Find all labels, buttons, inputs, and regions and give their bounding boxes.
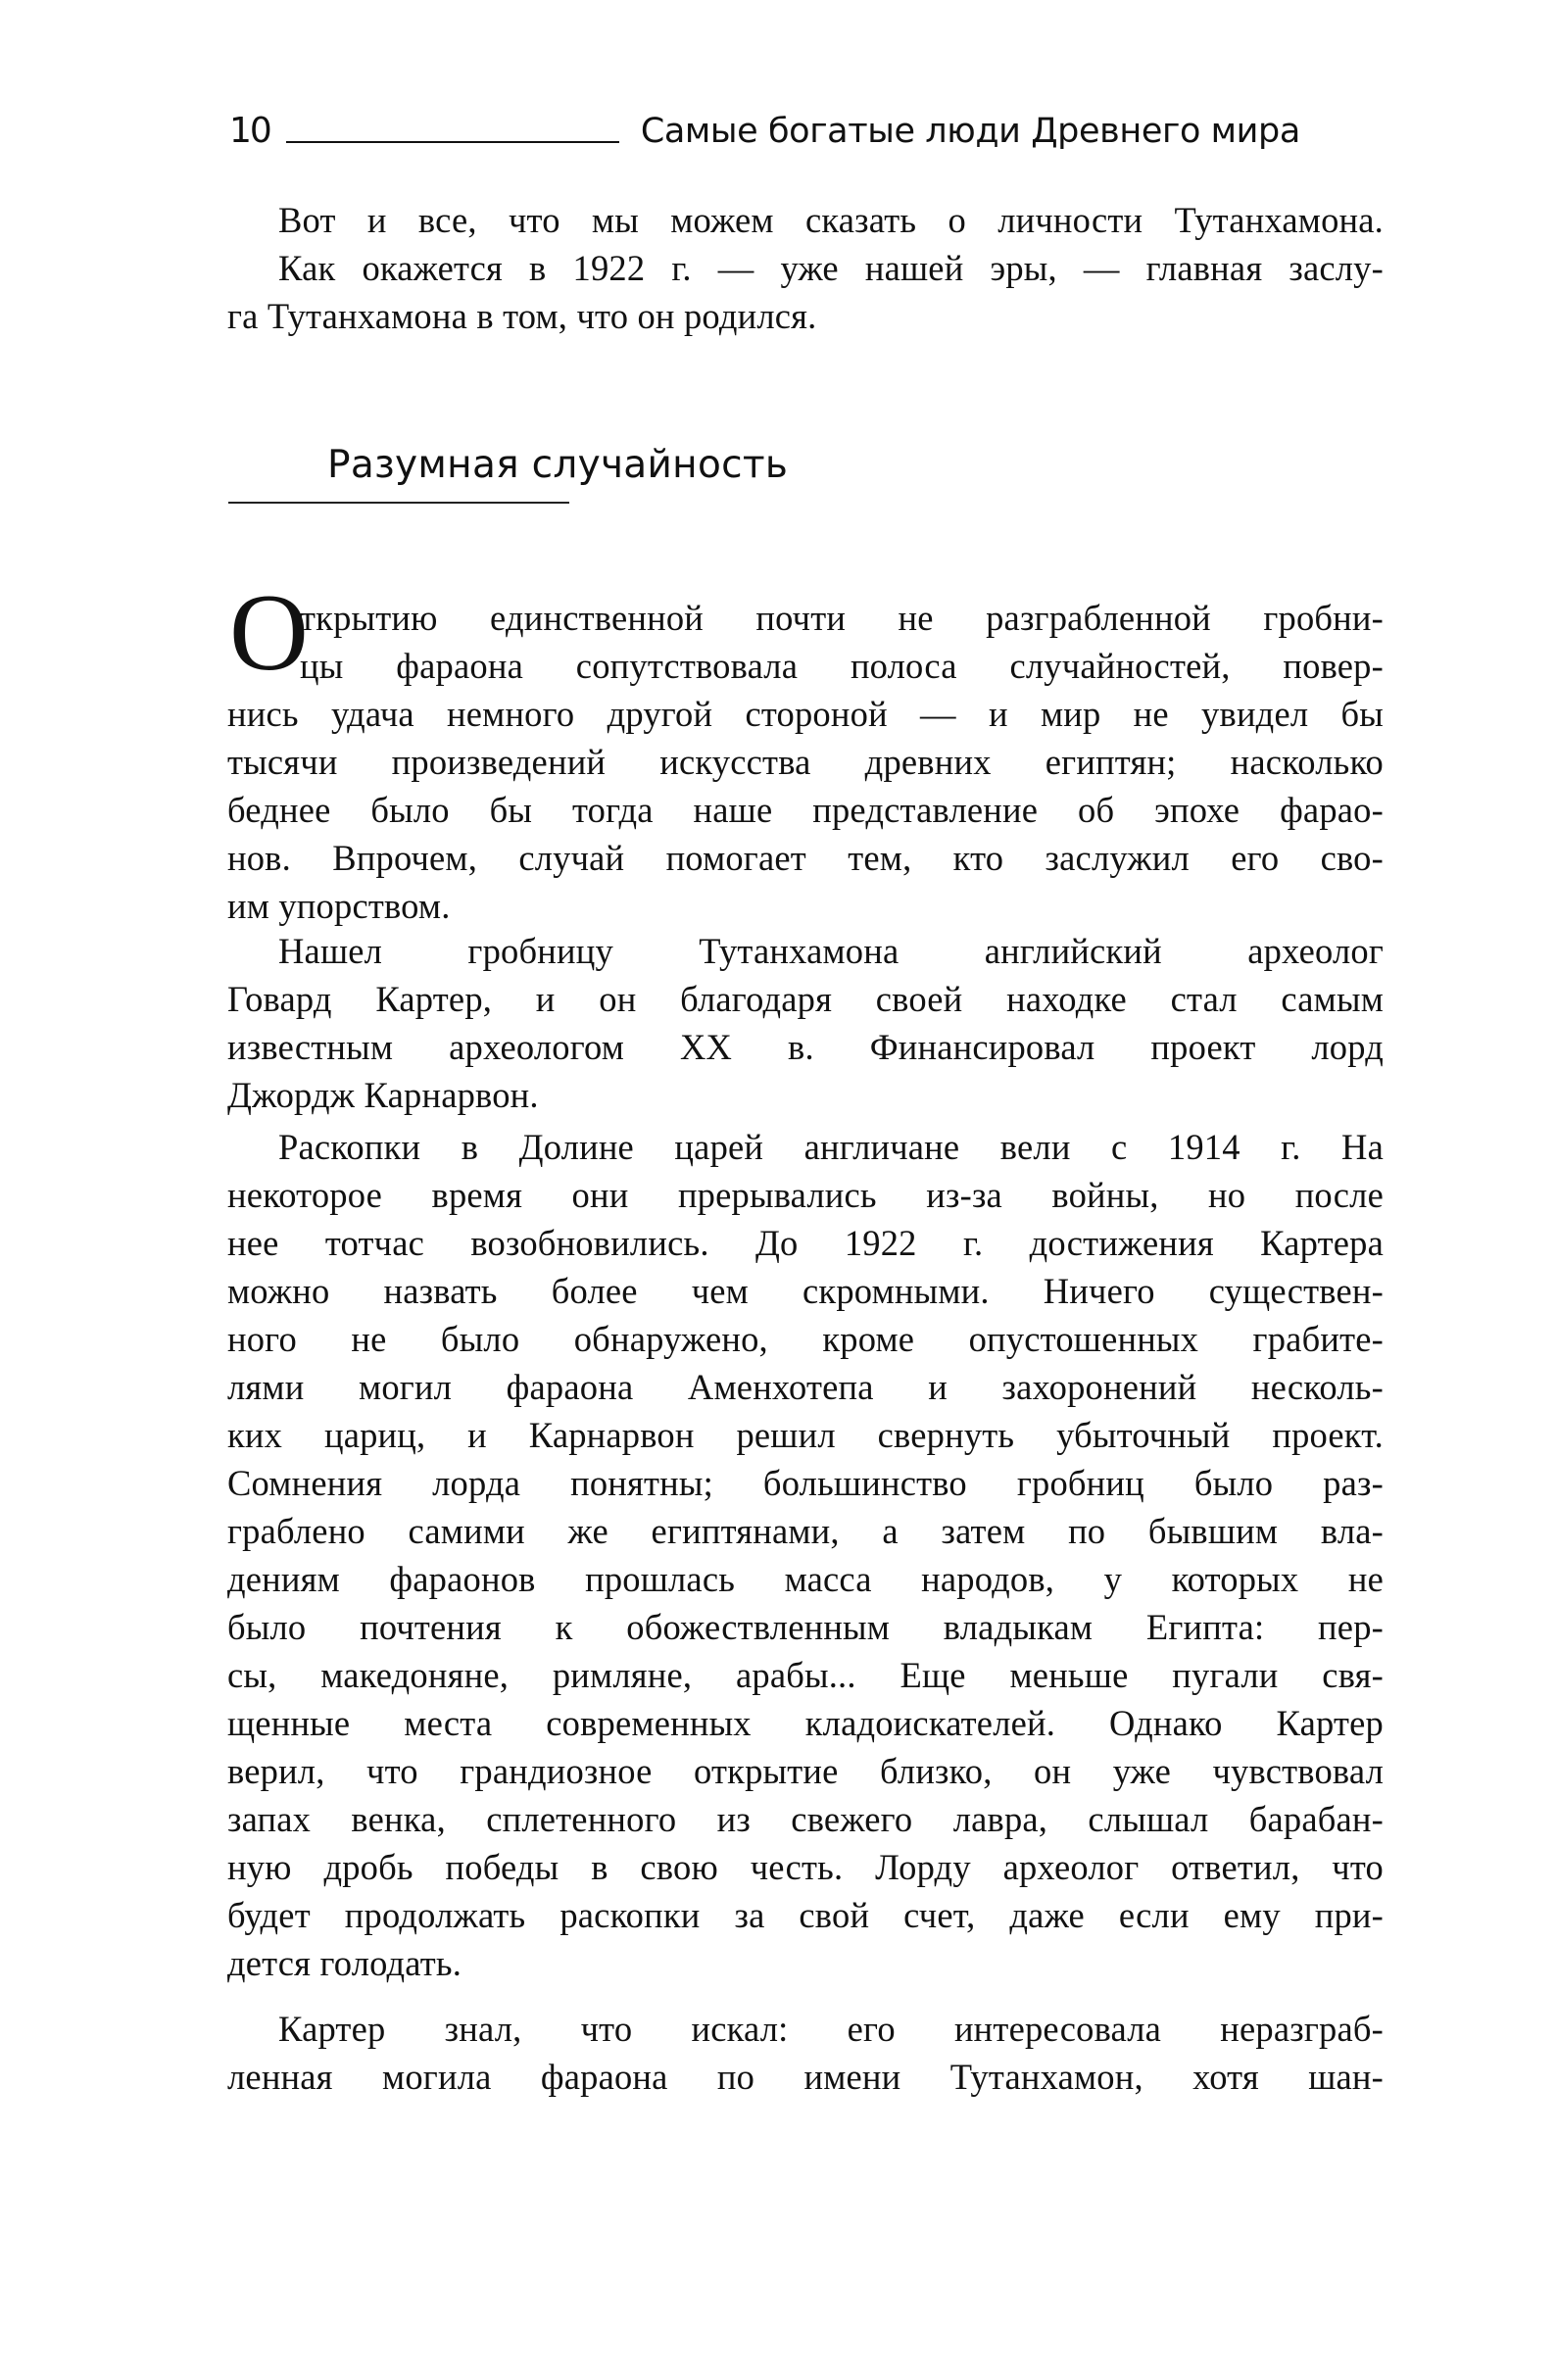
text-line: ленная могила фараона по имени Тутанхамон, хотя шан-: [227, 2057, 1384, 2097]
text-line: нись удача немного другой стороной — и мир не увидел бы: [227, 694, 1384, 734]
text-line: ких цариц, и Карнарвон решил свернуть убыточный проект.: [227, 1415, 1384, 1455]
text-line: ткрытию единственной почти не разграбленной гробни-: [300, 598, 1384, 638]
text-line: граблено самими же египтянами, а затем по бывшим вла-: [227, 1511, 1384, 1551]
dropcap-letter: О: [229, 572, 309, 694]
text-line: беднее было бы тогда наше представление об эпохе фарао-: [227, 790, 1384, 830]
text-line: дениям фараонов прошлась масса народов, у которых не: [227, 1559, 1384, 1599]
text-line: сы, македоняне, римляне, арабы... Еще меньше пугали свя-: [227, 1655, 1384, 1695]
text-line: тысячи произведений искусства древних египтян; насколько: [227, 742, 1384, 782]
text-line: можно назвать более чем скромными. Ничего существен-: [227, 1271, 1384, 1311]
text-line: известным археологом XX в. Финансировал проект лорд: [227, 1027, 1384, 1067]
text-line: нее тотчас возобновились. До 1922 г. достижения Картера: [227, 1223, 1384, 1263]
text-line: им упорством.: [227, 886, 451, 926]
text-line: верил, что грандиозное открытие близко, он уже чувствовал: [227, 1751, 1384, 1791]
text-line: цы фараона сопутствовала полоса случайностей, повер-: [300, 646, 1384, 686]
text-line: некоторое время они прерывались из-за войны, но после: [227, 1175, 1384, 1215]
text-line: ного не было обнаружено, кроме опустошенных грабите-: [227, 1319, 1384, 1359]
text-line: Раскопки в Долине царей англичане вели с 1914 г. На: [278, 1127, 1384, 1167]
text-line: нов. Впрочем, случай помогает тем, кто заслужил его сво-: [227, 838, 1384, 878]
header-rule: [286, 141, 619, 143]
paragraph-2: [227, 927, 1384, 1119]
text-line: Вот и все, что мы можем сказать о личности Тутанхамона.: [278, 200, 1384, 240]
section-heading: Разумная случайность: [327, 443, 789, 487]
text-line: было почтения к обожествленным владыкам Египта: пер-: [227, 1607, 1384, 1647]
text-line: будет продолжать раскопки за свой счет, даже если ему при-: [227, 1895, 1384, 1935]
text-line: Джордж Карнарвон.: [227, 1075, 539, 1115]
paragraph-1: [227, 594, 1384, 930]
text-line: запах венка, сплетенного из свежего лавра, слышал барабан-: [227, 1799, 1384, 1839]
text-line: Говард Картер, и он благодаря своей находке стал самым: [227, 979, 1384, 1019]
heading-rule: [228, 502, 569, 504]
running-title: Самые богатые люди Древнего мира: [640, 112, 1300, 151]
running-header: [229, 102, 1386, 151]
text-line: Нашел гробницу Тутанхамона английский археолог: [278, 931, 1384, 971]
text-line: ную дробь победы в свою честь. Лорду археолог ответил, что: [227, 1847, 1384, 1887]
text-line: щенные места современных кладоискателей. Однако Картер: [227, 1703, 1384, 1743]
text-line: га Тутанхамона в том, что он родился.: [227, 296, 817, 336]
text-line: Как окажется в 1922 г. — уже нашей эры, — главная заслу-: [278, 248, 1384, 288]
text-line: дется голодать.: [227, 1943, 462, 1983]
page-number: 10: [229, 111, 270, 151]
text-line: Сомнения лорда понятны; большинство гробниц было раз-: [227, 1463, 1384, 1503]
text-line: Картер знал, что искал: его интересовала неразграб-: [278, 2009, 1384, 2049]
text-line: лями могил фараона Аменхотепа и захоронений несколь-: [227, 1367, 1384, 1407]
intro-paragraph: [227, 196, 1384, 340]
paragraph-3: [227, 1123, 1384, 1987]
paragraph-4: [227, 2005, 1384, 2101]
